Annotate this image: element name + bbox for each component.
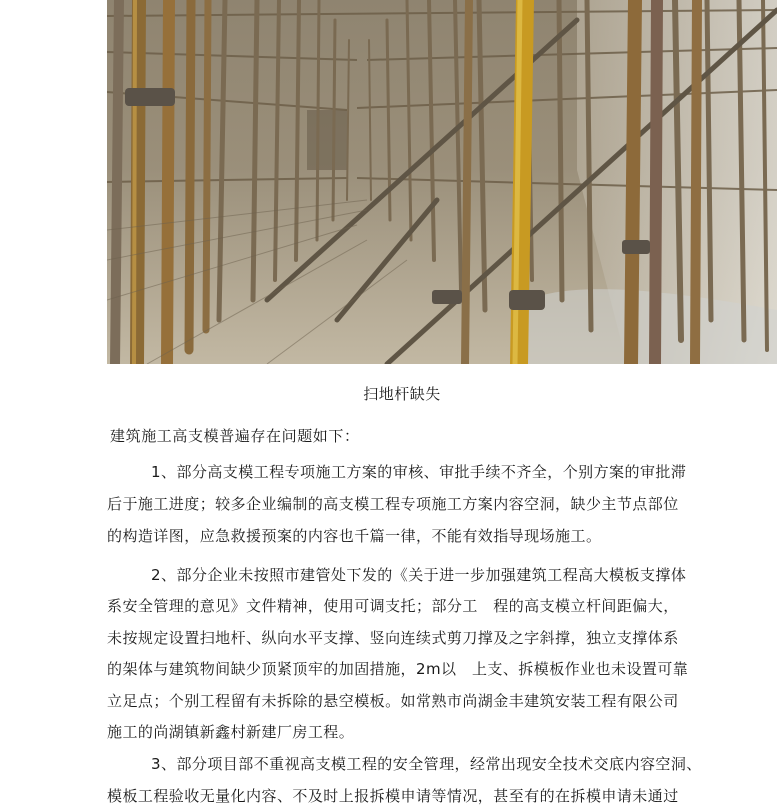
section-intro: 建筑施工高支模普遍存在问题如下： [110, 427, 360, 445]
paragraph-line: 系安全管理的意见》文件精神，使用可调支托；部分工 程的高支模立杆间距偏大， [107, 597, 679, 616]
scaffolding-illustration [107, 0, 777, 364]
paragraph-line: 1、部分高支模工程专项施工方案的审核、审批手续不齐全，个别方案的审批滞 [151, 463, 687, 481]
paragraph-line: 的架体与建筑物间缺少顶紧顶牢的加固措施，2m以 上支、拆模板作业也未设置可靠 [107, 660, 689, 679]
scaffolding-photo [107, 0, 777, 364]
paragraph-line: 未按规定设置扫地杆、纵向水平支撑、竖向连续式剪刀撑及之字斜撑，独立支撑体系 [107, 628, 679, 647]
paragraph-line: 的构造详图，应急救援预案的内容也千篇一律，不能有效指导现场施工。 [107, 527, 602, 545]
paragraph-line: 施工的尚湖镇新鑫村新建厂房工程。 [107, 722, 355, 741]
paragraph-line: 3、部分项目部不重视高支模工程的安全管理，经常出现安全技术交底内容空洞、 [151, 755, 702, 773]
figure-caption: 扫地杆缺失 [363, 385, 441, 403]
paragraph-line: 立足点；个别工程留有未拆除的悬空模板。如常熟市尚湖金丰建筑安装工程有限公司 [107, 691, 679, 710]
paragraph-3 [107, 748, 711, 812]
paragraph-1 [107, 456, 711, 552]
paragraph-line: 模板工程验收无量化内容、不及时上报拆模申请等情况，甚至有的在拆模申请未通过 [107, 787, 679, 805]
paragraph-line: 2、部分企业未按照市建管处下发的《关于进一步加强建筑工程高大模板支撑体 [151, 566, 687, 584]
paragraph-2 [107, 560, 711, 748]
paragraph-line: 后于施工进度；较多企业编制的高支模工程专项施工方案内容空洞，缺少主节点部位 [107, 495, 679, 513]
